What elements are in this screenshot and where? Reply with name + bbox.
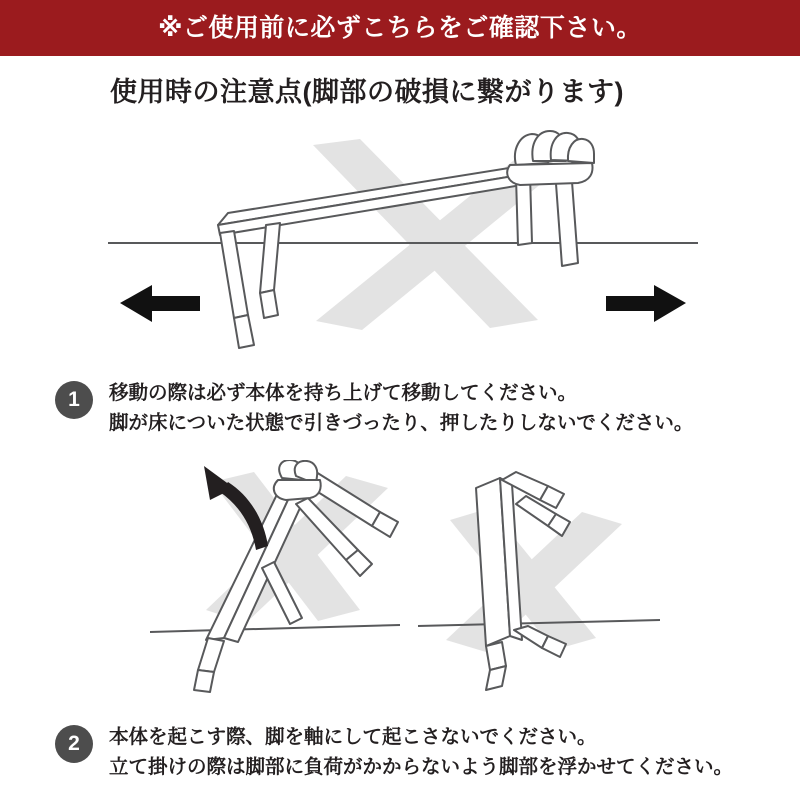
table-leg-rear-left: [260, 223, 280, 293]
note-number-badge-1: 1: [55, 381, 93, 419]
note-line: 本体を起こす際、脚を軸にして起こさないでください。: [109, 726, 597, 748]
note-line: 脚が床についた状態で引きづったり、押したりしないでください。: [109, 412, 694, 435]
table-dragging-illustration: [108, 125, 698, 365]
page-title: 使用時の注意点(脚部の破損に繋がります): [110, 77, 624, 107]
table-standing-illustration: [150, 460, 660, 710]
hand-icon: [507, 131, 594, 185]
table-leg-front-left: [220, 231, 248, 318]
floor-line-left: [150, 625, 400, 632]
top-warning-banner: [0, 0, 800, 56]
arrow-right: [606, 285, 686, 322]
note-item-2: [55, 722, 733, 782]
hand-icon: [274, 460, 321, 500]
pivot-leg-cap: [194, 670, 214, 692]
pivot-leg: [198, 638, 224, 672]
leg-cap-rear-left: [260, 290, 278, 318]
note-item-1: [55, 378, 693, 438]
note-line: 移動の際は必ず本体を持ち上げて移動してください。: [109, 382, 578, 404]
note-body-2: [109, 722, 733, 782]
banner-text: ※ご使用前に必ずこちらをご確認下さい。: [158, 13, 642, 42]
leg-cap-left: [234, 315, 254, 348]
note-body-1: [109, 378, 693, 438]
note-number-badge-2: 2: [55, 725, 93, 763]
note-line: 立て掛けの際は脚部に負荷がかからないよう脚部を浮かせてください。: [109, 756, 734, 779]
arrow-left: [120, 285, 200, 322]
